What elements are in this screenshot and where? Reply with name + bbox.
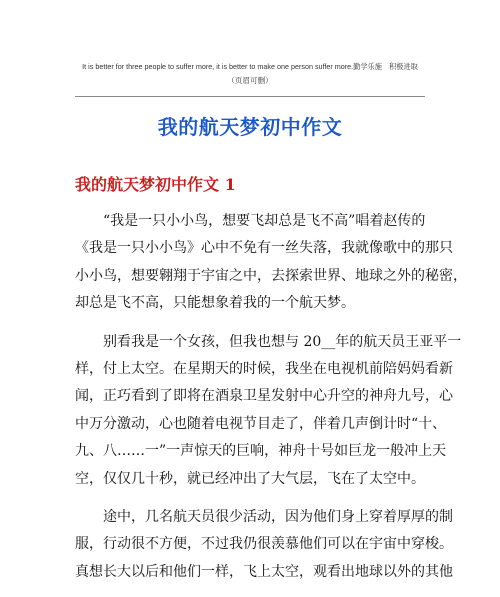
paragraph-2 [75, 329, 462, 493]
text-line: 却总是飞不高，只能想象着我的一个航天梦。 [75, 295, 355, 312]
essay-body [75, 208, 467, 597]
paragraph-1 [75, 208, 467, 318]
text-line: 别看我是一个女孩，但我也想与 20__年的航天员王亚平一 [103, 333, 462, 350]
text-line: 中万分激动，心也随着电视节目走了，伴着几声倒计时“十、 [75, 415, 447, 432]
text-line: 闻，正巧看到了即将在酒泉卫星发射中心升空的神舟九号，心 [75, 388, 453, 405]
text-line: 样，付上太空。在星期天的时候，我坐在电视机前陪妈妈看新 [75, 361, 453, 378]
text-line: 小小鸟，想要翱翔于宇宙之中，去探索世界、地球之外的秘密， [75, 267, 467, 284]
text-line: “我是一只小小鸟，想要飞却总是飞不高”唱着赵传的 [103, 213, 426, 229]
header-motto: It is better for three people to suffer more, it is better to make one person suffer more.勤学乐施 积极进取 [82, 62, 418, 71]
text-line: 空，仅仅几十秒，就已经冲出了大气层，飞在了太空中。 [75, 470, 425, 487]
text-line: 九、八……一”一声惊天的巨响，神舟十号如巨龙一般冲上天 [75, 443, 447, 460]
text-line: 服，行动很不方便，不过我仍很羡慕他们可以在宇宙中穿梭。 [75, 536, 453, 553]
text-line: 真想长大以后和他们一样，飞上太空，观看出地球以外的其他 [75, 563, 453, 580]
document-title: 我的航天梦初中作文 [157, 115, 343, 139]
text-line: 途中，几名航天员很少活动，因为他们身上穿着厚厚的制 [103, 509, 453, 526]
page-header [0, 62, 500, 86]
section-title: 我的航天梦初中作文 1 [75, 175, 236, 194]
header-divider [75, 96, 425, 97]
text-line: 《我是一只小小鸟》心中不免有一丝失落，我就像歌中的那只 [75, 240, 453, 257]
paragraph-3 [75, 504, 453, 586]
header-removable-note: （页眉可删） [227, 76, 273, 85]
